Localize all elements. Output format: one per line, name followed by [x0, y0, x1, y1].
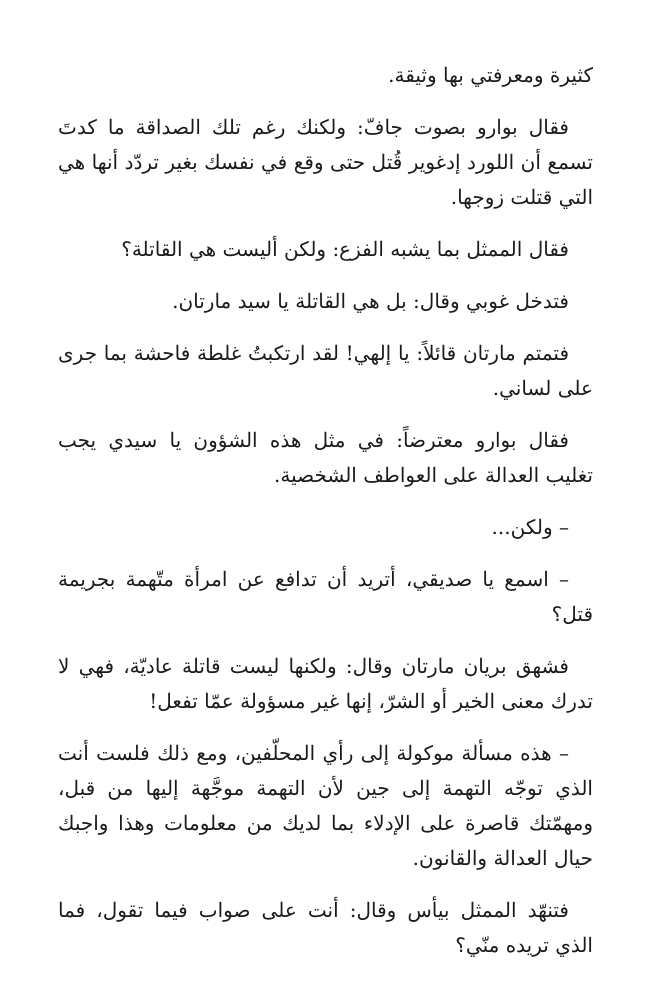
- paragraph-1: كثيرة ومعرفتي بها وثيقة.: [388, 63, 593, 87]
- paragraph-4: فتدخل غوبي وقال: بل هي القاتلة يا سيد مارتان.: [172, 289, 569, 313]
- paragraph-8: – اسمع يا صديقي، أتريد أن تدافع عن امرأة متّهمة بجريمة قتل؟: [58, 567, 593, 626]
- paragraph-7: – ولكن...: [491, 515, 569, 539]
- paragraph-6: فقال بوارو معترضاً: في مثل هذه الشؤون يا سيدي يجب تغليب العدالة على العواطف الشخصية.: [58, 428, 593, 487]
- book-page: [58, 58, 593, 980]
- paragraph-3: فقال الممثل بما يشبه الفزع: ولكن أليست هي القاتلة؟: [121, 237, 569, 261]
- paragraph-5: فتمتم مارتان قائلاً: يا إلهي! لقد ارتكبتُ غلطة فاحشة بما جرى على لساني.: [58, 341, 593, 400]
- paragraph-9: فشهق بريان مارتان وقال: ولكنها ليست قاتلة عاديّة، فهي لا تدرك معنى الخير أو الشرّ، إنها غير مسؤولة عمّا تفعل!: [58, 654, 593, 713]
- paragraph-2: فقال بوارو بصوت جافّ: ولكنك رغم تلك الصداقة ما كدتَ تسمع أن اللورد إدغوير قُتل حتى وقع في نفسك بغير تردّد أنها هي التي قتلت زوجها.: [58, 115, 593, 209]
- paragraph-11: فتنهّد الممثل بيأس وقال: أنت على صواب فيما تقول، فما الذي تريده منّي؟: [58, 898, 593, 957]
- paragraph-10: – هذه مسألة موكولة إلى رأي المحلّفين، ومع ذلك فلست أنت الذي توجّه التهمة إلى جين لأن التهمة موجَّهة إليها من قبل، ومهمّتك قاصرة على الإدلاء بما لديك من معلومات وهذا واجبك حيال العدالة والقانون.: [58, 741, 593, 870]
